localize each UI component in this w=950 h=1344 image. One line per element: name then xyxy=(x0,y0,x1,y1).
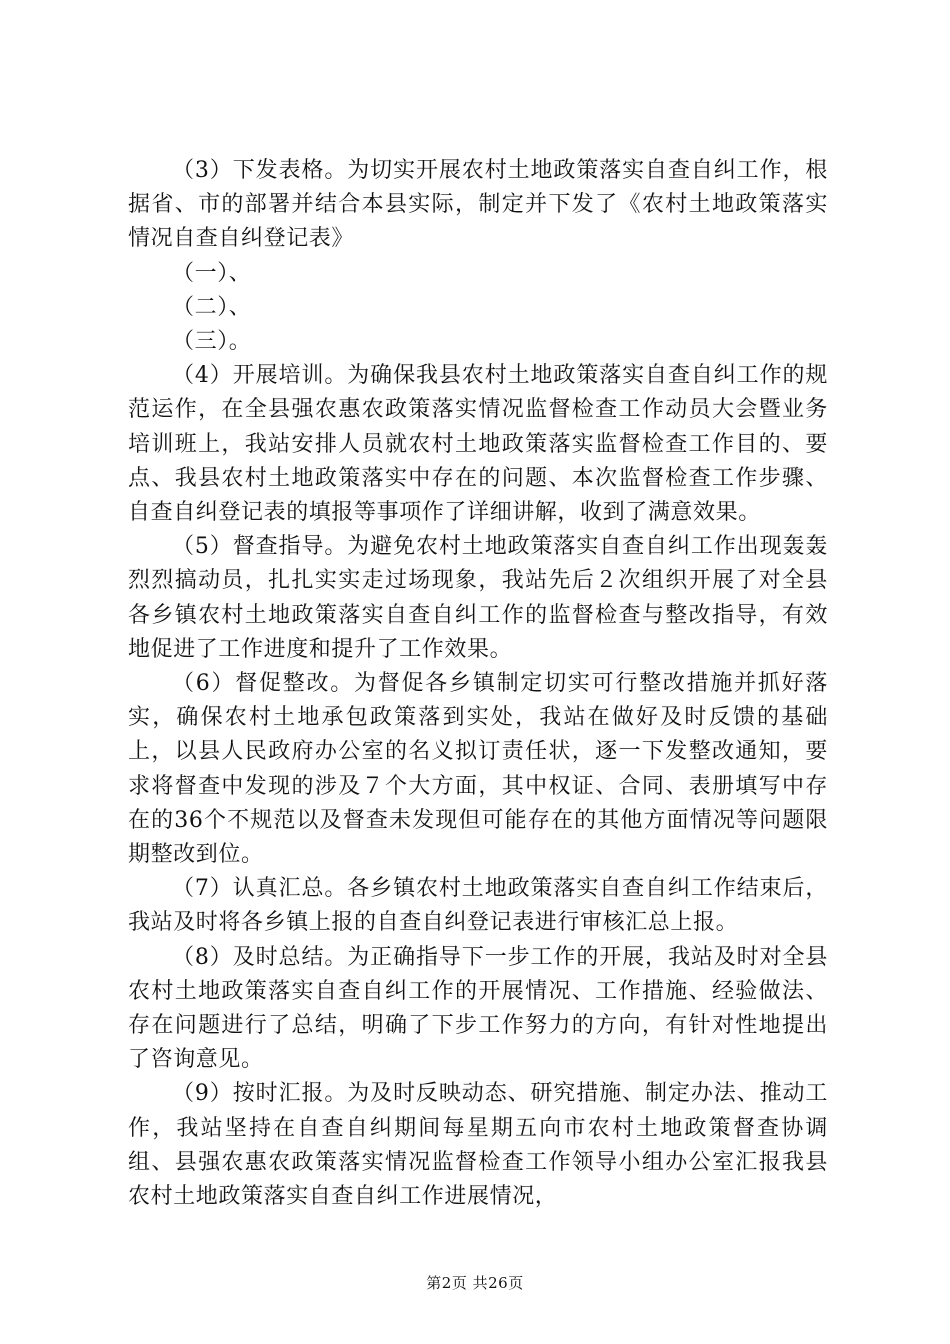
paragraph-rectification: （6）督促整改。为督促各乡镇制定切实可行整改措施并抓好落实，确保农村土地承包政策落到实处，我站在做好及时反馈的基础上，以县人民政府办公室的名义拟订责任状，逐一下发整改通知，要求将督查中发现的涉及７个大方面，其中权证、合同、表册填写中存在的36个不规范以及督查未发现但可能存在的其他方面情况等问题限期整改到位。 xyxy=(128,671,828,868)
paragraph-timely-summary: （8）及时总结。为正确指导下一步工作的开展，我站及时对全县农村土地政策落实自查自纠工作的开展情况、工作措施、经验做法、存在问题进行了总结，明确了下步工作努力的方向，有针对性地提出了咨询意见。 xyxy=(128,944,828,1073)
paragraph-item-one: （一）、 xyxy=(172,260,252,286)
paragraph-supervision: （5）督查指导。为避免农村土地政策落实自查自纠工作出现轰轰烈烈搞动员，扎扎实实走过场现象，我站先后２次组织开展了对全县各乡镇农村土地政策落实自查自纠工作的监督检查与整改指导，有效地促进了工作进度和提升了工作效果。 xyxy=(128,534,828,662)
paragraph-training: （4）开展培训。为确保我县农村土地政策落实自查自纠工作的规范运作，在全县强农惠农政策落实情况监督检查工作动员大会暨业务培训班上，我站安排人员就农村土地政策落实监督检查工作目的、要点、我县农村土地政策落实中存在的问题、本次监督检查工作步骤、自查自纠登记表的填报等事项作了详细讲解，收到了满意效果。 xyxy=(128,363,828,526)
paragraph-item-three: （三）。 xyxy=(172,329,252,355)
paragraph-form-distribution: （3）下发表格。为切实开展农村土地政策落实自查自纠工作，根据省、市的部署并结合本县实际，制定并下发了《农村土地政策落实情况自查自纠登记表》 xyxy=(128,158,828,252)
paragraph-item-two: （二）、 xyxy=(172,294,252,320)
page-number-footer: 第2页 共26页 xyxy=(426,1274,524,1292)
document-body xyxy=(128,154,828,1214)
paragraph-summary-collection: （7）认真汇总。各乡镇农村土地政策落实自查自纠工作结束后，我站及时将各乡镇上报的自查自纠登记表进行审核汇总上报。 xyxy=(128,876,828,936)
paragraph-reporting: （9）按时汇报。为及时反映动态、研究措施、制定办法、推动工作，我站坚持在自查自纠期间每星期五向市农村土地政策督查协调组、县强农惠农政策落实情况监督检查工作领导小组办公室汇报我县农村土地政策落实自查自纠工作进展情况， xyxy=(128,1081,828,1210)
